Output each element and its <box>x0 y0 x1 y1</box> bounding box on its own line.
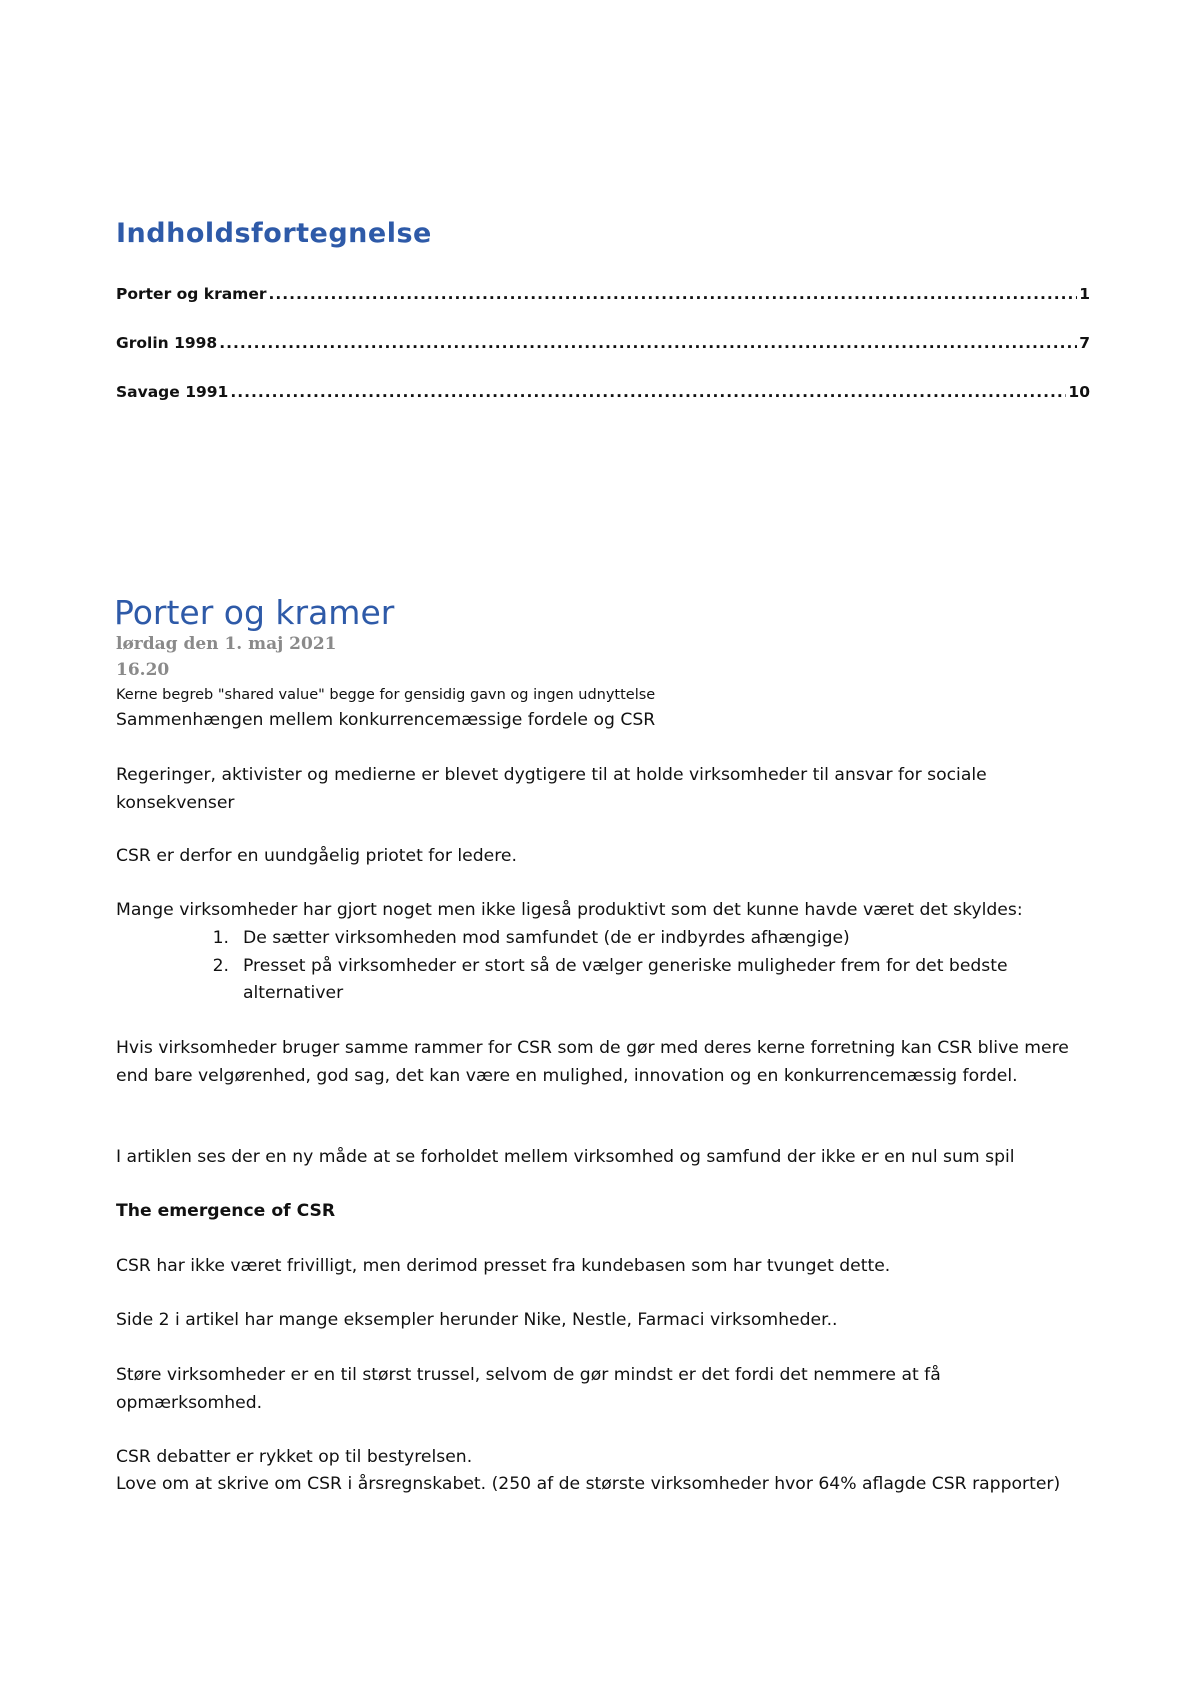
toc-dot-leader <box>268 285 1077 303</box>
toc-list <box>116 285 1090 432</box>
toc-dot-leader <box>219 334 1077 352</box>
paragraph: I artiklen ses der en ny måde at se forholdet mellem virksomhed og samfund der ikke er en nul sum spil <box>116 1147 1015 1167</box>
paragraph: Side 2 i artikel har mange eksempler herunder Nike, Nestle, Farmaci virksomheder.. <box>116 1310 838 1330</box>
toc-entry-title[interactable]: Porter og kramer <box>116 285 267 303</box>
list-number: 2. <box>212 955 229 976</box>
paragraph: CSR har ikke været frivilligt, men derimod presset fra kundebasen som har tvunget dette. <box>116 1256 891 1276</box>
list-number: 1. <box>212 928 229 948</box>
toc-entry[interactable] <box>116 334 1090 383</box>
paragraph: Love om at skrive om CSR i årsregnskabet. (250 af de største virksomheder hvor 64% aflagde CSR rapporter) <box>116 1474 1061 1494</box>
paragraph: Regeringer, aktivister og medierne er blevet dygtigere til at holde virksomheder til ansvar for sociale konsekvenser <box>116 765 987 813</box>
toc-heading: Indholdsfortegnelse <box>116 218 432 249</box>
paragraph: CSR debatter er rykket op til bestyrelsen. <box>116 1447 473 1467</box>
list-item-text: De sætter virksomheden mod samfundet (de er indbyrdes afhængige) <box>243 928 850 948</box>
paragraph: Hvis virksomheder bruger samme rammer for CSR som de gør med deres kerne forretning kan CSR blive mere end bare velgørenhed, god sag, det kan være en mulighed, innovation og en konkurrencemæssig fordel. <box>116 1038 1069 1086</box>
list-item <box>116 925 1090 953</box>
subheading: The emergence of CSR <box>116 1201 336 1221</box>
toc-entry-page: 10 <box>1068 383 1090 401</box>
section-title: Porter og kramer <box>114 593 395 632</box>
list-item <box>116 953 1090 1008</box>
toc-entry-title[interactable]: Savage 1991 <box>116 383 229 401</box>
key-concept-note: Kerne begreb "shared value" begge for gensidig gavn og ingen udnyttelse <box>116 687 656 703</box>
toc-entry-title[interactable]: Grolin 1998 <box>116 334 218 352</box>
numbered-list <box>116 925 1090 1008</box>
note-time: 16.20 <box>116 660 170 680</box>
paragraph: Sammenhængen mellem konkurrencemæssige fordele og CSR <box>116 710 656 730</box>
toc-entry-page: 1 <box>1079 285 1090 303</box>
list-item-text: Presset på virksomheder er stort så de vælger generiske muligheder frem for det bedste alternativer <box>243 955 1008 1003</box>
toc-entry[interactable] <box>116 285 1090 334</box>
toc-entry[interactable] <box>116 383 1090 432</box>
paragraph: Mange virksomheder har gjort noget men ikke ligeså produktivt som det kunne havde været det skyldes: <box>116 900 1023 920</box>
paragraph: CSR er derfor en uundgåelig priotet for ledere. <box>116 846 517 866</box>
note-date: lørdag den 1. maj 2021 <box>116 634 337 654</box>
paragraph: Støre virksomheder er en til størst trussel, selvom de gør mindst er det fordi det nemmere at få opmærksomhed. <box>116 1365 941 1413</box>
toc-entry-page: 7 <box>1079 334 1090 352</box>
toc-dot-leader <box>230 383 1066 401</box>
